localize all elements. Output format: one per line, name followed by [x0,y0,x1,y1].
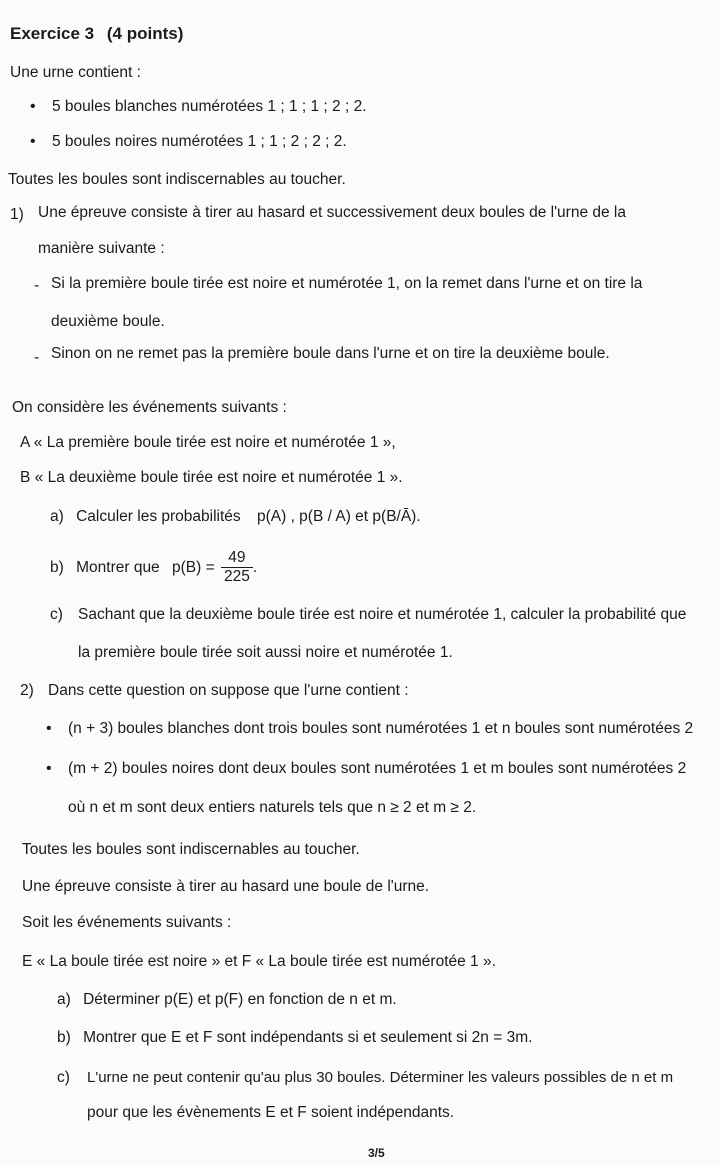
q1a-text: Calculer les probabilités [76,508,241,525]
q1b-period: . [252,559,258,576]
q1a-math: p(A) , p(B / A) et p(B/Ā). [256,508,421,525]
q2-intro: Dans cette question on suppose que l'urne contient : [48,682,409,699]
q2-number: 2) [20,682,34,699]
q2-bullet-black: • (m + 2) boules noires dont deux boules sont numérotées 1 et m boules sont numérotées 2 [68,759,686,779]
event-b: B « La deuxième boule tirée est noire et numérotée 1 ». [20,469,403,486]
events-intro: On considère les événements suivants : [12,399,287,416]
exercise-points: (4 points) [106,24,184,43]
q1-rule1-line1: Si la première boule tirée est noire et numérotée 1, on la remet dans l'urne et on tire la [51,275,643,292]
q1b-numerator: 49 [221,549,253,568]
q1-number: 1) [10,206,24,223]
events-e-f: E « La boule tirée est noire » et F « La boule tirée est numérotée 1 ». [22,953,496,970]
q1-rule1-dash: - [34,277,40,294]
q1-rule2: Sinon on ne remet pas la première boule dans l'urne et on tire la deuxième boule. [51,345,610,362]
indiscernable-text-1: Toutes les boules sont indiscernables au toucher. [8,171,346,188]
q1c-line1: Sachant que la deuxième boule tirée est noire et numérotée 1, calculer la probabilité que [78,606,687,623]
urn-white-balls: • 5 boules blanches numérotées 1 ; 1 ; 1 ; 2 ; 2. [52,97,367,117]
q1b [50,548,257,588]
q2a [57,990,397,1010]
event-a: A « La première boule tirée est noire et numérotée 1 », [20,434,396,451]
indiscernable-text-2: Toutes les boules sont indiscernables au toucher. [22,841,360,858]
q2b [57,1028,532,1048]
q2c-label: c) [57,1069,70,1086]
page-number: 3/5 [368,1146,385,1160]
intro-text: Une urne contient : [10,64,141,81]
events2-intro: Soit les événements suivants : [22,914,232,931]
q1a-label: a) [50,508,64,525]
q1a [50,507,421,527]
q2a-text: Déterminer p(E) et p(F) en fonction de n et m. [83,991,397,1008]
q1-statement-line2: manière suivante : [38,240,165,257]
q1b-text: Montrer que [76,559,160,576]
q2b-label: b) [57,1029,71,1046]
q2c-line2: pour que les évènements E et F soient indépendants. [87,1104,455,1121]
exercise-title [10,24,183,44]
q1-statement-line1: Une épreuve consiste à tirer au hasard et successivement deux boules de l'urne de la [38,204,626,221]
urn-black-balls: • 5 boules noires numérotées 1 ; 1 ; 2 ; 2 ; 2. [52,132,347,152]
exercise-title-text: Exercice 3 [10,24,95,43]
q2b-text: Montrer que E et F sont indépendants si et seulement si 2n = 3m. [83,1029,533,1046]
q1b-lhs: p(B) = [172,559,215,576]
q1-rule1-line2: deuxième boule. [51,313,165,330]
q2c-line1: L'urne ne peut contenir qu'au plus 30 boules. Déterminer les valeurs possibles de n et m [87,1069,674,1086]
q2-bullet-white: • (n + 3) boules blanches dont trois boules sont numérotées 1 et n boules sont numérotées 2 [68,719,693,739]
q1c-label: c) [50,606,63,623]
q2-condition: où n et m sont deux entiers naturels tels que n ≥ 2 et m ≥ 2. [68,799,477,816]
q1b-label: b) [50,559,64,576]
q1c-line2: la première boule tirée soit aussi noire et numérotée 1. [78,644,453,661]
q1-rule2-dash: - [34,349,40,366]
q1b-fraction [221,549,253,586]
epreuve-2: Une épreuve consiste à tirer au hasard une boule de l'urne. [22,878,430,895]
q2a-label: a) [57,991,71,1008]
q1b-denominator: 225 [223,568,250,586]
